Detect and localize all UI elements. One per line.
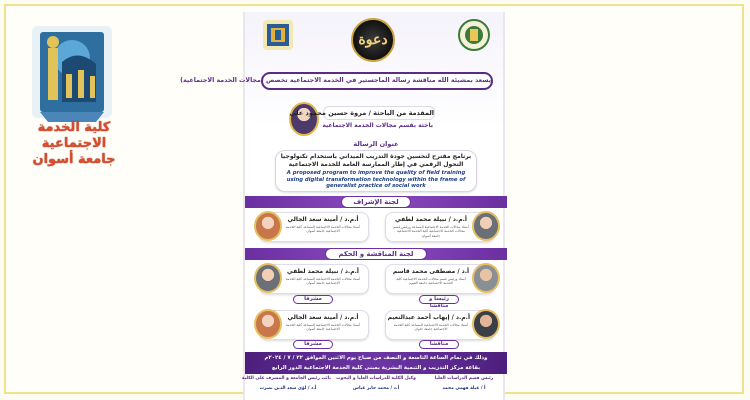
faculty-name: كلية الخدمة الاجتماعية [37,120,111,151]
supervisor-desc: أستاذ مجالات الخدمة الاجتماعية المساعد ورئيس قسم مجالات الخدمة الاجتماعية كلية الخدمة الاجتماعية جامعة أسوان [393,225,469,238]
committee-role: مشرفا [293,295,333,304]
signature-name: أ.د / لؤي سعد الدين نصرت [259,386,317,391]
thesis-title-box [275,150,477,192]
committee-role: مناقشا [419,340,459,349]
supervisor-name: أ.م.د / نبيلة محمد لطفي [395,216,467,223]
supervision-bar [245,196,507,208]
supervision-label: لجنة الإشراف [341,196,411,208]
committee-name: أ.م.د / نبيلة محمد لطفي [287,268,359,275]
headline: يسعد بمشيئة الله مناقشة رسالة الماجستير في الخدمة الاجتماعية تخصص (مجالات الخدمة الاجتماعية) [261,72,493,90]
event-location: بقاعة مركز التدريب و التنمية البشرية بمبنى كلية الخدمة الاجتماعية الدور الرابع [271,365,481,371]
signature-title: وكيل الكلية للدراسات العليا و البحوث [336,376,416,381]
committee-card-3 [385,310,495,340]
committee-label: لجنة المناقشة و الحكم [325,248,427,260]
thesis-title-arabic: برنامج مقترح لتحسين جودة التدريب الميداني باستخدام تكنولوجيا التحول الرقمي في إطار الممارسة العامة للخدمة الاجتماعية [280,153,472,168]
committee-role: مشرفا [293,340,333,349]
signature-title: رئيس قسم الدراسات العليا [434,376,494,381]
signature-title: نائب رئيس الجامعة و المشرف على الكلية [241,376,331,381]
committee-name: أ.م.د / إيهاب أحمد عبدالنعيم [387,314,470,321]
student-title: باحثة بقسم مجالات الخدمة الاجتماعية [322,122,433,129]
committee-desc: أستاذ ورئيس قسم مجالات الخدمة الاجتماعية كلية الخدمة الاجتماعية جامعة الفيوم [396,277,466,286]
signature-names [245,386,507,394]
supervisor-name: أ.م.د / أمينة سعد الجالي [287,216,359,223]
event-details [245,352,507,374]
committee-avatar [254,263,282,293]
committee-desc: أستاذ مجالات الخدمة الاجتماعية المساعد كلية الخدمة الاجتماعية جامعة حلوان [393,323,469,332]
faculty-title [20,120,128,168]
university-logo-icon [261,18,295,52]
committee-card-4 [259,310,369,340]
event-time: وذلك في تمام الساعة التاسعة و النصف من صباح يوم الاثنين الموافق ٢٢ / ٧ / ٢٠٢٤م [264,355,488,361]
thesis-title-english: A proposed program to improve the quality of field training using digital transformation technology within the frame of generalist practice of social work [286,170,466,189]
supervisor-avatar [254,211,282,241]
supervisor-avatar [472,211,500,241]
supervisor-card-2 [259,212,369,242]
signature-name: أ / عبلة فهمي محمد [442,386,486,391]
committee-avatar [254,309,282,339]
committee-desc: أستاذ مجالات الخدمة الاجتماعية المساعد كلية الخدمة الاجتماعية جامعة أسوان [285,277,361,286]
committee-desc: أستاذ مجالات الخدمة الاجتماعية المساعد كلية الخدمة الاجتماعية جامعة أسوان [285,323,361,332]
committee-bar [245,248,507,260]
supervisor-card-1 [385,212,495,242]
student-section [275,102,485,138]
faculty-university: جامعة أسوان [32,152,116,167]
committee-avatar [472,263,500,293]
committee-card-2 [259,264,369,294]
signature-name: أ.د / محمد جابر عباس [352,386,400,391]
supervisor-desc: أستاذ مجالات الخدمة الاجتماعية المساعد كلية الخدمة الاجتماعية جامعة أسوان [285,225,361,234]
signature-titles [241,376,507,384]
thesis-label: عنوان الرسالة [353,140,399,148]
faculty-emblem-icon [457,18,491,52]
committee-card-1 [385,264,495,294]
committee-name: أ.د / مصطفى محمد قاسم [392,268,470,275]
committee-role: رئيسا و مناقشا [419,295,459,304]
committee-avatar [472,309,500,339]
committee-name: أ.م.د / أمينة سعد الجالي [287,314,359,321]
student-name: المقدمة من الباحثة / مروة حسين محمود علي [323,106,435,120]
invite-badge: دعوة [351,18,395,62]
invitation-poster [180,12,505,400]
